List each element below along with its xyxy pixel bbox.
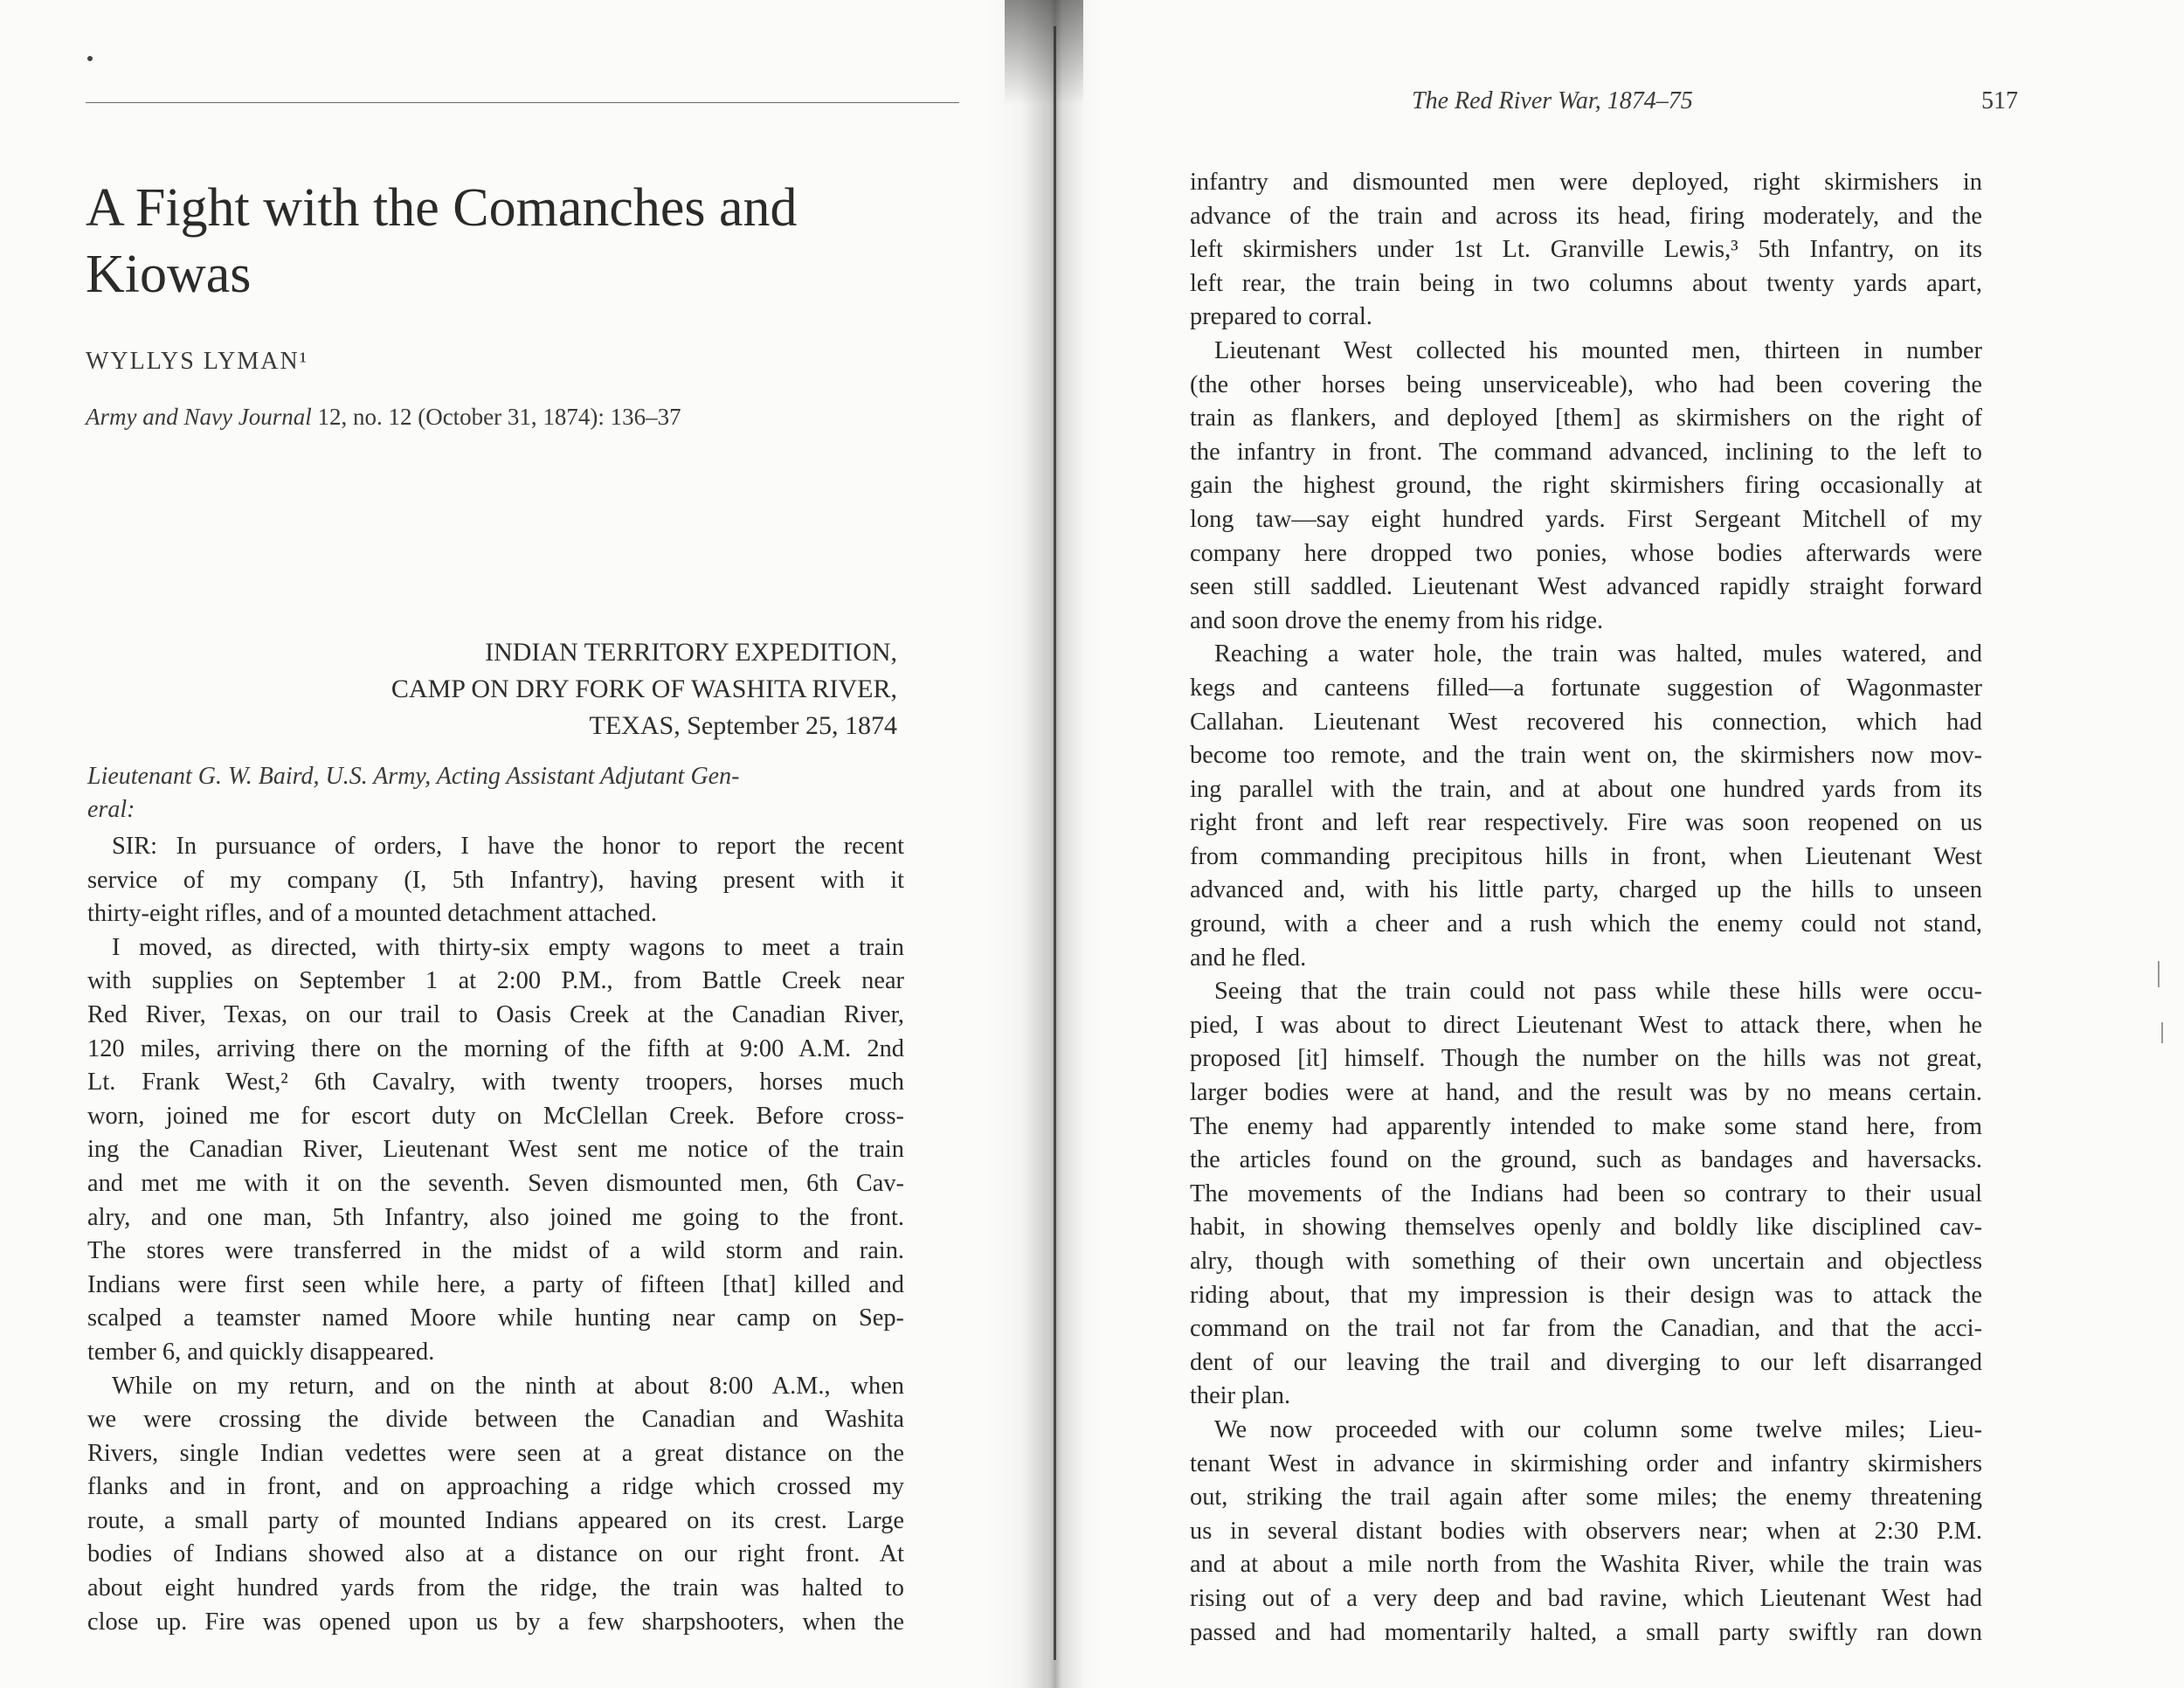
- text-line: thirty-eight rifles, and of a mounted detachment attached.: [87, 900, 657, 928]
- journal-name: Army and Navy Journal: [86, 404, 312, 430]
- right-body-text: [1190, 166, 1982, 1650]
- text-line: tember 6, and quickly disappeared.: [87, 1338, 435, 1366]
- text-line: right front and left rear respectively. Fire was soon reopened on us: [1190, 809, 1982, 837]
- text-line: rising out of a very deep and bad ravine, which Lieutenant West had: [1190, 1584, 1982, 1612]
- margin-mark: [2161, 1022, 2163, 1043]
- text-line: the articles found on the ground, such as bandages and haversacks.: [1190, 1146, 1982, 1174]
- text-line: advance of the train and across its head, firing moderately, and the: [1190, 202, 1982, 230]
- text-line: about eight hundred yards from the ridge, the train was halted to: [87, 1574, 904, 1602]
- text-line: Reaching a water hole, the train was halted, mules watered, and: [1214, 640, 1982, 668]
- text-line: bodies of Indians showed also at a distance on our right front. At: [87, 1540, 904, 1568]
- dateline-line: CAMP ON DRY FORK OF WASHITA RIVER,: [390, 675, 897, 703]
- text-line: Indians were first seen while here, a party of fifteen [that] killed and: [87, 1270, 904, 1298]
- text-line: Lieutenant West collected his mounted men, thirteen in number: [1214, 336, 1982, 364]
- text-line: and soon drove the enemy from his ridge.: [1190, 606, 1604, 634]
- text-line: The enemy had apparently intended to make some stand here, from: [1190, 1112, 1982, 1140]
- text-line: train as flankers, and deployed [them] as skirmishers on the right of: [1190, 405, 1982, 432]
- text-line: seen still saddled. Lieutenant West advanced rapidly straight forward: [1190, 573, 1982, 601]
- ink-speck: [87, 56, 93, 61]
- text-line: ing the Canadian River, Lieutenant West sent me notice of the train: [87, 1136, 904, 1164]
- text-line: Seeing that the train could not pass while these hills were occu-: [1214, 978, 1982, 1006]
- text-line: prepared to corral.: [1190, 303, 1372, 331]
- text-line: flanks and in front, and on approaching a ridge which crossed my: [87, 1473, 904, 1501]
- text-line: larger bodies were at hand, and the result was by no means certain.: [1190, 1079, 1982, 1107]
- text-line: with supplies on September 1 at 2:00 P.M., from Battle Creek near: [87, 967, 904, 995]
- text-line: ground, with a cheer and a rush which the enemy could not stand,: [1190, 910, 1982, 938]
- book-gutter-shadow: [987, 0, 1101, 1688]
- text-line: The stores were transferred in the midst of a wild storm and rain.: [87, 1237, 904, 1265]
- text-line: dent of our leaving the trail and diverging to our left disarranged: [1190, 1348, 1982, 1376]
- text-line: (the other horses being unserviceable), who had been covering the: [1190, 370, 1982, 398]
- text-line: us in several distant bodies with observers near; when at 2:30 P.M.: [1190, 1517, 1982, 1545]
- text-line: passed and had momentarily halted, a small party swiftly ran down: [1190, 1618, 1982, 1646]
- text-line: alry, and one man, 5th Infantry, also joined me going to the front.: [87, 1203, 904, 1231]
- text-line: alry, though with something of their own uncertain and objectless: [1190, 1248, 1982, 1275]
- text-line: left rear, the train being in two columns about twenty yards apart,: [1190, 269, 1982, 297]
- dateline-line: INDIAN TERRITORY EXPEDITION,: [485, 638, 897, 667]
- margin-mark: [2158, 961, 2160, 987]
- text-line: advanced and, with his little party, charged up the hills to unseen: [1190, 876, 1982, 904]
- report-addressee: Lieutenant G. W. Baird, U.S. Army, Acting Assistant Adjutant Gen- eral:: [87, 763, 740, 823]
- text-line: worn, joined me for escort duty on McClellan Creek. Before cross-: [87, 1102, 904, 1130]
- text-line: tenant West in advance in skirmishing order and infantry skirmishers: [1190, 1449, 1982, 1477]
- report-dateline: [198, 634, 897, 744]
- text-line: Callahan. Lieutenant West recovered his connection, which had: [1190, 708, 1982, 736]
- text-line: habit, in showing themselves openly and boldly like disciplined cav-: [1190, 1214, 1982, 1242]
- running-head: The Red River War, 1874–75: [1412, 87, 1693, 114]
- top-rule: [86, 102, 959, 103]
- source-citation: [86, 404, 681, 431]
- gutter-top-shadow: [1005, 0, 1083, 105]
- text-line: scalped a teamster named Moore while hunting near camp on Sep-: [87, 1304, 904, 1332]
- text-line: close up. Fire was opened upon us by a few sharpshooters, when the: [87, 1608, 904, 1636]
- text-line: ing parallel with the train, and at about one hundred yards from its: [1190, 775, 1982, 803]
- text-line: Red River, Texas, on our trail to Oasis Creek at the Canadian River,: [87, 1000, 904, 1028]
- page-number: 517: [1981, 87, 2018, 114]
- text-line: company here dropped two ponies, whose bodies afterwards were: [1190, 539, 1982, 567]
- text-line: proposed [it] himself. Though the number on the hills was not great,: [1190, 1045, 1982, 1073]
- text-line: we were crossing the divide between the Canadian and Washita: [87, 1406, 904, 1434]
- text-line: While on my return, and on the ninth at about 8:00 A.M., when: [112, 1372, 904, 1400]
- left-page: [0, 0, 1053, 1688]
- text-line: gain the highest ground, the right skirmishers firing occasionally at: [1190, 472, 1982, 500]
- text-line: kegs and canteens filled—a fortunate suggestion of Wagonmaster: [1190, 674, 1982, 702]
- text-line: I moved, as directed, with thirty-six empty wagons to meet a train: [112, 933, 904, 961]
- text-line: SIR: In pursuance of orders, I have the honor to report the recent: [112, 833, 904, 860]
- text-line: their plan.: [1190, 1382, 1291, 1410]
- dateline-line: TEXAS, September 25, 1874: [589, 711, 897, 740]
- text-line: long taw—say eight hundred yards. First Sergeant Mitchell of my: [1190, 505, 1982, 533]
- gutter-fold-line: [1054, 26, 1056, 1660]
- text-line: command on the trail not far from the Canadian, and that the acci-: [1190, 1315, 1982, 1343]
- text-line: out, striking the trail again after some miles; the enemy threatening: [1190, 1484, 1982, 1512]
- text-line: from commanding precipitous hills in front, when Lieutenant West: [1190, 842, 1982, 870]
- text-line: and at about a mile north from the Washita River, while the train was: [1190, 1551, 1982, 1579]
- text-line: become too remote, and the train went on, the skirmishers now mov-: [1190, 742, 1982, 770]
- text-line: service of my company (I, 5th Infantry), having present with it: [87, 866, 904, 894]
- citation-details: 12, no. 12 (October 31, 1874): 136–37: [311, 404, 681, 430]
- text-line: pied, I was about to direct Lieutenant West to attack there, when he: [1190, 1011, 1982, 1039]
- text-line: the infantry in front. The command advanced, inclining to the left to: [1190, 438, 1982, 466]
- text-line: left skirmishers under 1st Lt. Granville Lewis,³ 5th Infantry, on its: [1190, 236, 1982, 264]
- author-name: WYLLYS LYMAN¹: [86, 348, 309, 375]
- text-line: riding about, that my impression is their design was to attack the: [1190, 1281, 1982, 1309]
- text-line: infantry and dismounted men were deployed, right skirmishers in: [1190, 169, 1982, 196]
- text-line: and he fled.: [1190, 944, 1307, 972]
- text-line: and met me with it on the seventh. Seven dismounted men, 6th Cav-: [87, 1169, 904, 1197]
- text-line: The movements of the Indians had been so contrary to their usual: [1190, 1180, 1982, 1207]
- left-body-text: [87, 830, 904, 1639]
- text-line: Lt. Frank West,² 6th Cavalry, with twenty troopers, horses much: [87, 1069, 904, 1097]
- text-line: route, a small party of mounted Indians appeared on its crest. Large: [87, 1506, 904, 1534]
- text-line: 120 miles, arriving there on the morning of the fifth at 9:00 A.M. 2nd: [87, 1034, 904, 1062]
- text-line: We now proceeded with our column some twelve miles; Lieu-: [1214, 1415, 1982, 1443]
- text-line: Rivers, single Indian vedettes were seen at a great distance on the: [87, 1439, 904, 1467]
- chapter-title: A Fight with the Comanches and Kiowas: [86, 178, 798, 304]
